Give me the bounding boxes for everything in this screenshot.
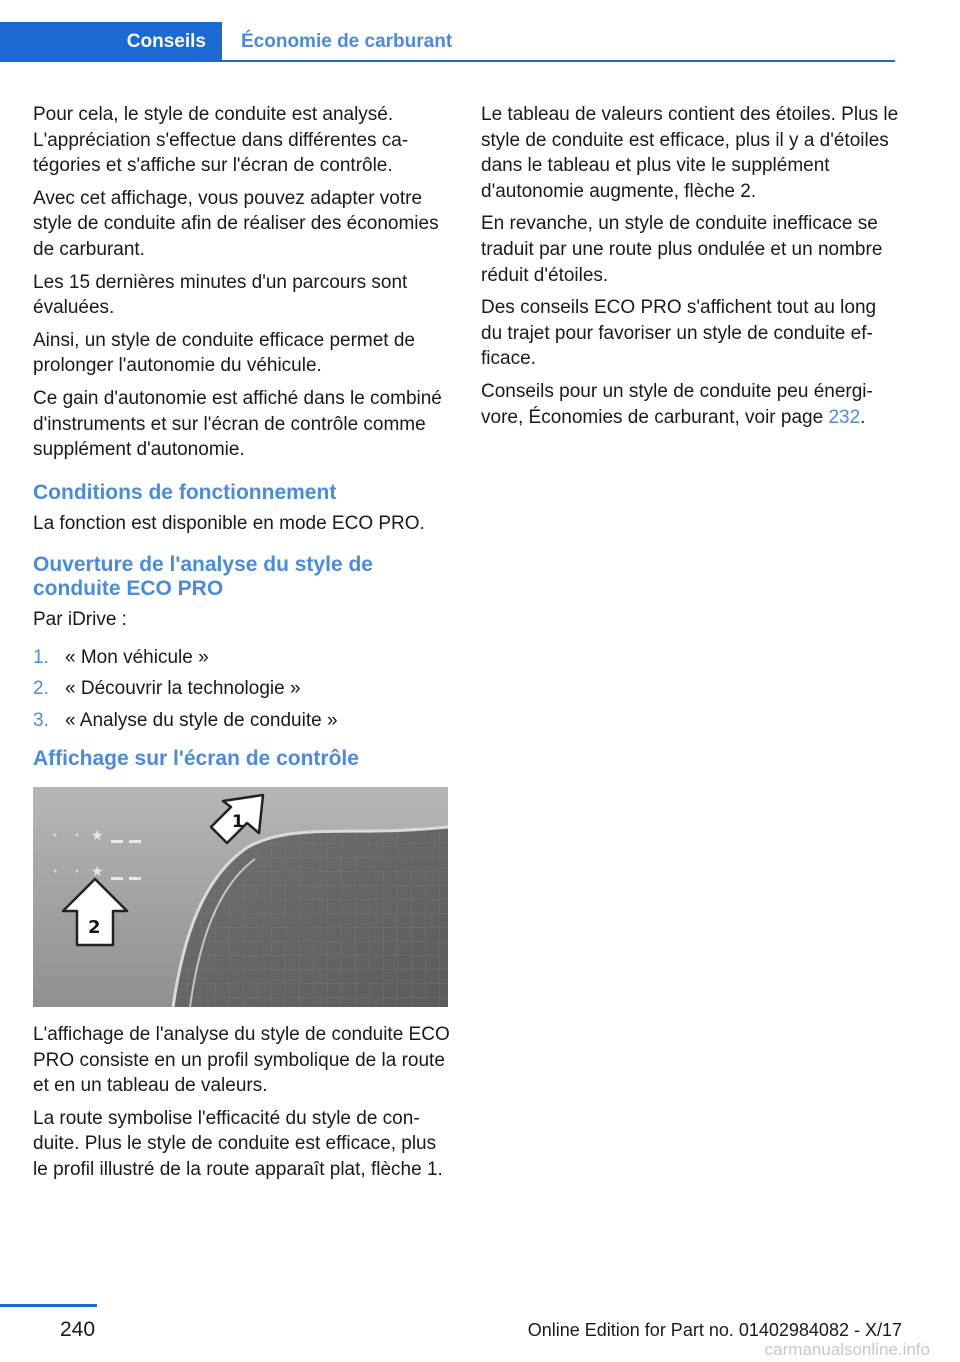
paragraph: Ce gain d'autonomie est affiché dans le combiné d'instruments et sur l'écran de contrôle comme supplément d'autonomie.	[33, 387, 442, 461]
paragraph-text: Conseils pour un style de conduite peu énergivore, Économies de carburant, voir page	[481, 380, 873, 428]
list-item	[33, 708, 451, 733]
list-item	[33, 645, 451, 670]
paragraph: La fonction est disponible en mode ECO PRO.	[33, 512, 425, 534]
star-icon: ★	[91, 863, 104, 880]
left-column	[33, 102, 451, 1189]
section-label: Conseils	[126, 31, 206, 52]
page-number: 240	[60, 1318, 96, 1341]
page-link[interactable]: 232	[828, 406, 861, 428]
list-item	[33, 676, 451, 701]
step-text: « Analyse du style de conduite »	[65, 709, 338, 731]
edition-text: Online Edition for Part no. 01402984082 - X/17	[527, 1320, 902, 1340]
heading-open-analysis: Ouverture de l'analyse du style de conduite ECO PRO	[33, 553, 373, 601]
footer-rule	[0, 1304, 97, 1307]
paragraph-end: .	[860, 406, 866, 428]
paragraph: Des conseils ECO PRO s'affichent tout au long du trajet pour favoriser un style de conduite efficace.	[481, 297, 877, 370]
step-text: « Mon véhicule »	[65, 646, 209, 668]
paragraph: Avec cet affichage, vous pouvez adapter votre style de conduite afin de réaliser des économies de carburant.	[33, 187, 439, 260]
star-icon: ★	[91, 827, 104, 844]
heading-conditions: Conditions de fonctionnement	[33, 480, 337, 504]
heading-display: Affichage sur l'écran de contrôle	[33, 746, 359, 770]
paragraph: L'affichage de l'analyse du style de conduite ECO PRO consiste en un profil symbolique de la route et en un tableau de valeurs.	[33, 1023, 450, 1097]
eco-pro-illustration	[33, 787, 448, 1007]
step-number: 1.	[33, 646, 49, 668]
arrow-2-label: 2	[88, 916, 101, 938]
steps-list	[33, 645, 451, 733]
chapter-title: Économie de carburant	[241, 31, 453, 52]
paragraph: Ainsi, un style de conduite efficace permet de prolonger l'autonomie du véhicule.	[33, 329, 415, 377]
section-tab	[0, 22, 222, 62]
paragraph: En revanche, un style de conduite inefficace se traduit par une route plus ondulée et un nombre réduit d'étoiles.	[481, 213, 883, 286]
watermark: carmanualsonline.info	[764, 1340, 930, 1359]
paragraph: La route symbolise l'efficacité du style de conduite. Plus le style de conduite est efficace, plus le profil illustré de la route apparaît plat, flèche 1.	[33, 1107, 443, 1180]
paragraph: Le tableau de valeurs contient des étoiles. Plus le style de conduite est efficace, plus il y a d'étoiles dans le tableau et plus vite le supplément d'autonomie augmente, flèche 2.	[481, 104, 899, 202]
step-number: 2.	[33, 678, 49, 700]
header-rule	[222, 60, 895, 62]
paragraph: Pour cela, le style de conduite est analysé. L'appréciation s'effectue dans différentes catégories et s'affiche sur l'écran de contrôle.	[33, 104, 409, 177]
page-header	[0, 0, 960, 64]
paragraph: Par iDrive :	[33, 609, 127, 631]
paragraph	[481, 379, 899, 430]
eco-pro-figure	[33, 787, 448, 1007]
paragraph: Les 15 dernières minutes d'un parcours sont évaluées.	[33, 271, 408, 319]
arrow-1-label: 1	[232, 811, 244, 832]
right-column	[481, 102, 899, 437]
step-text: « Découvrir la technologie »	[65, 678, 301, 700]
step-number: 3.	[33, 709, 49, 731]
